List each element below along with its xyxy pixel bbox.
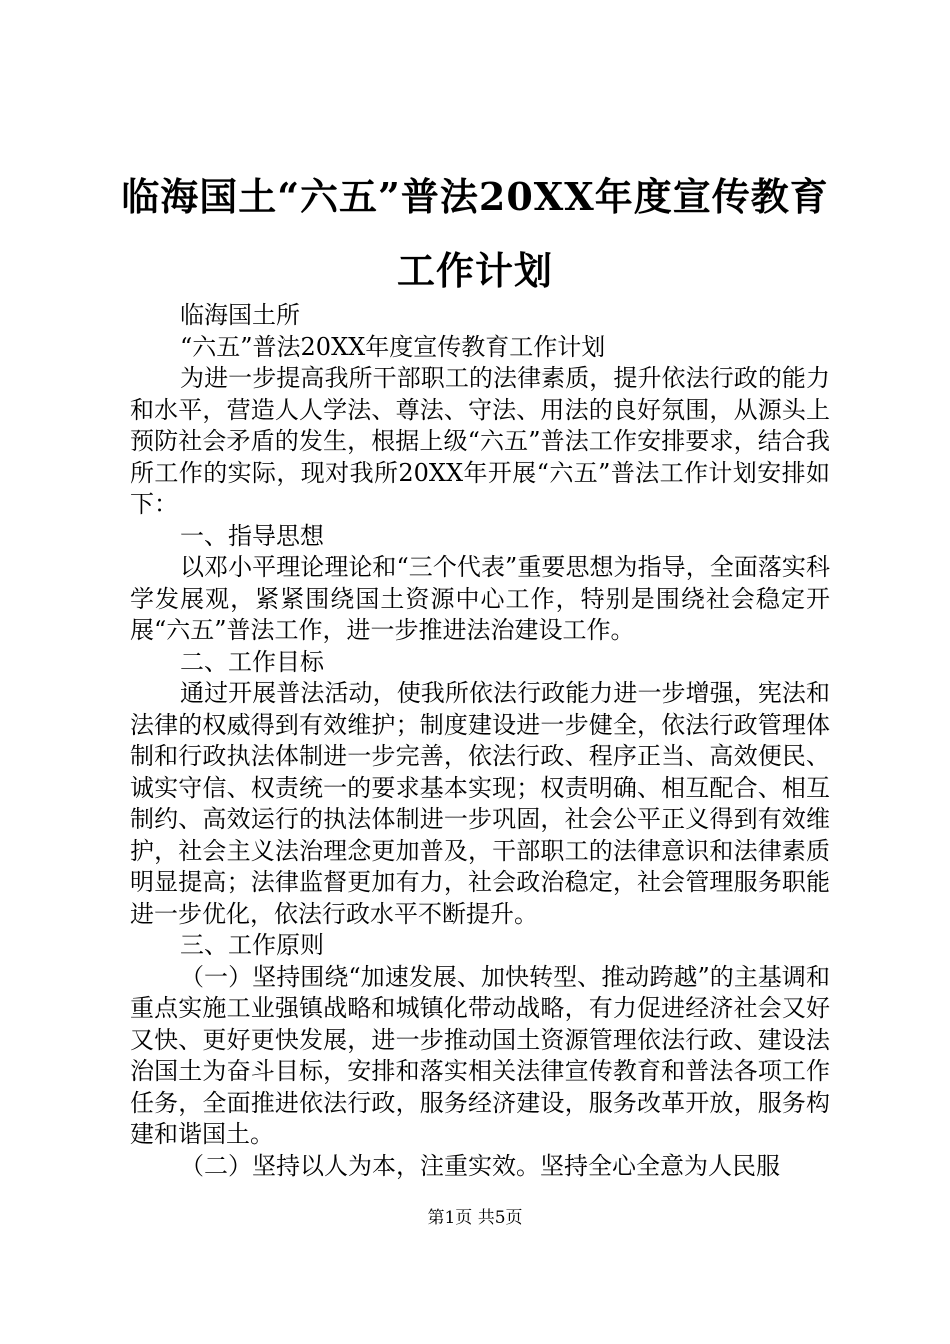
heading-work-principles: 三、工作原则 — [180, 931, 324, 959]
paragraph-intro: 为进一步提高我所干部职工的法律素质，提升依法行政的能力和水平，营造人人学法、尊法、守法、用法的良好氛围，从源头上预防社会矛盾的发生，根据上级“六五”普法工作安排要求，结合我所工作的实际，现对我所20XX年开展“六五”普法工作计划安排如下： — [130, 364, 830, 518]
document-title: 临海国土“六五”普法20XX年度宣传教育工作计划 — [121, 174, 829, 293]
heading-work-goals: 二、工作目标 — [180, 647, 324, 676]
document-body — [130, 300, 830, 1182]
paragraph-principle-one: （一）坚持围绕“加速发展、加快转型、推动跨越”的主基调和重点实施工业强镇战略和城镇化带动战略，有力促进经济社会又好又快、更好更快发展，进一步推动国土资源管理依法行政、建设法治国土为奋斗目标，安排和落实相关法律宣传教育和普法各项工作任务，全面推进依法行政，服务经济建设，服务改革开放，服务构建和谐国土。 — [130, 962, 830, 1148]
page-number-footer: 第1页 共5页 — [427, 1208, 523, 1228]
paragraph-work-goals: 通过开展普法活动，使我所依法行政能力进一步增强，宪法和法律的权威得到有效维护；制度建设进一步健全，依法行政管理体制和行政执法体制进一步完善，依法行政、程序正当、高效便民、诚实守信、权责统一的要求基本实现；权责明确、相互配合、相互制约、高效运行的执法体制进一步巩固，社会公平正义得到有效维护，社会主义法治理念更加普及，干部职工的法律意识和法律素质明显提高；法律监督更加有力，社会政治稳定，社会管理服务职能进一步优化，依法行政水平不断提升。 — [130, 679, 830, 928]
paragraph-subtitle: “六五”普法20XX年度宣传教育工作计划 — [180, 332, 606, 361]
paragraph-guiding-ideology: 以邓小平理论理论和“三个代表”重要思想为指导，全面落实科学发展观，紧紧围绕国土资源中心工作，特别是围绕社会稳定开展“六五”普法工作，进一步推进法治建设工作。 — [130, 553, 830, 644]
paragraph-organization: 临海国土所 — [180, 301, 300, 329]
heading-guiding-ideology: 一、指导思想 — [180, 521, 324, 550]
paragraph-principle-two: （二）坚持以人为本，注重实效。坚持全心全意为人民服 — [180, 1151, 780, 1180]
